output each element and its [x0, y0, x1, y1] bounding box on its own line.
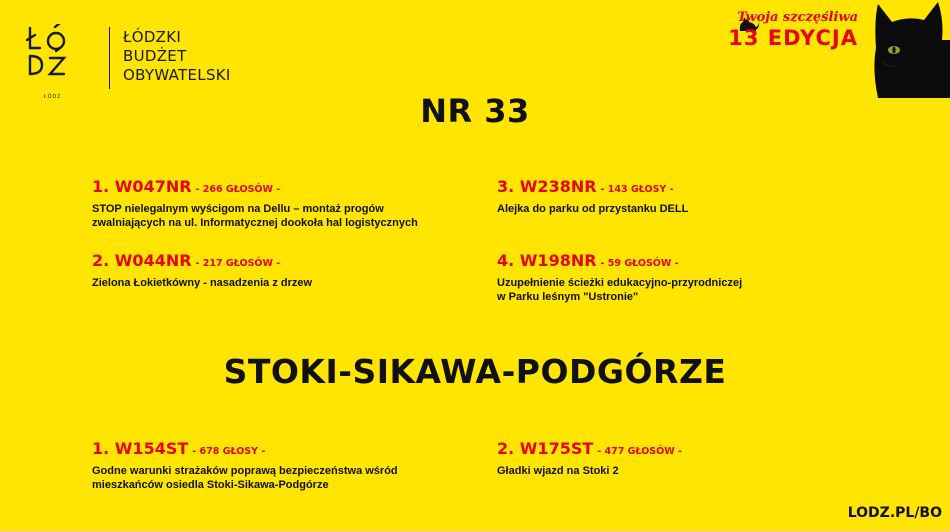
logo-line-1: ŁÓDZKI [123, 28, 182, 46]
project-description [497, 202, 867, 216]
description-line: Uzupełnienie ścieżki edukacyjno-przyrodniczej [497, 277, 743, 289]
project-votes: - 143 GŁOSY - [600, 184, 674, 195]
edition-title: 13 EDYCJA [728, 26, 858, 50]
project-votes: - 678 GŁOSY - [192, 446, 266, 457]
edition-tagline: Twoja szczęśliwa [737, 10, 858, 25]
project-code: 1. W047NR [92, 177, 192, 196]
project-code: 2. W175ST [497, 439, 594, 458]
project-code: 1. W154ST [92, 439, 189, 458]
project-item [92, 176, 462, 230]
project-code: 3. W238NR [497, 177, 597, 196]
lodz-logo-icon [26, 24, 74, 96]
project-votes: - 477 GŁOSÓW - [597, 446, 682, 457]
logo-wordmark [123, 28, 231, 85]
description-line: STOP nielegalnym wyścigom na Dellu – montaż progów [92, 203, 384, 215]
logo-line-3: OBYWATELSKI [123, 66, 231, 84]
project-item [497, 176, 867, 216]
description-line: Godne warunki strażaków poprawą bezpieczeństwa wśród [92, 465, 398, 477]
project-description [497, 464, 867, 478]
project-item [92, 250, 462, 290]
edition-badge [728, 10, 858, 50]
footer-url-link[interactable]: LODZ.PL/BO [847, 505, 942, 521]
project-description [497, 276, 867, 304]
description-line: Gładki wjazd na Stoki 2 [497, 465, 619, 477]
project-votes: - 59 GŁOSÓW - [600, 258, 679, 269]
description-line: w Parku leśnym "Ustronie" [497, 291, 639, 303]
project-item [497, 250, 867, 304]
black-cat-photo [868, 0, 950, 98]
project-item [92, 438, 462, 492]
project-description [92, 202, 462, 230]
description-line: Zielona Łokietkówny - nasadzenia z drzew [92, 277, 313, 289]
project-item [497, 438, 867, 478]
section-title-nr33: NR 33 [420, 92, 530, 130]
description-line: zwalniających na ul. Informatycznej dookoła hal logistycznych [92, 217, 418, 229]
project-code: 4. W198NR [497, 251, 597, 270]
lodz-logo [26, 24, 231, 100]
logo-small-text: ŁÓDŹ [44, 94, 62, 100]
project-description [92, 276, 462, 290]
project-description [92, 464, 462, 492]
logo-line-2: BUDŻET [123, 47, 187, 65]
section-title-stoki-sikawa-podgorze: STOKI-SIKAWA-PODGÓRZE [223, 352, 727, 391]
project-code: 2. W044NR [92, 251, 192, 270]
description-line: mieszkańców osiedla Stoki-Sikawa-Podgórze [92, 479, 329, 491]
logo-separator [109, 27, 110, 89]
project-votes: - 266 GŁOSÓW - [195, 184, 281, 195]
description-line: Alejka do parku od przystanku DELL [497, 203, 689, 215]
project-votes: - 217 GŁOSÓW - [195, 258, 281, 269]
